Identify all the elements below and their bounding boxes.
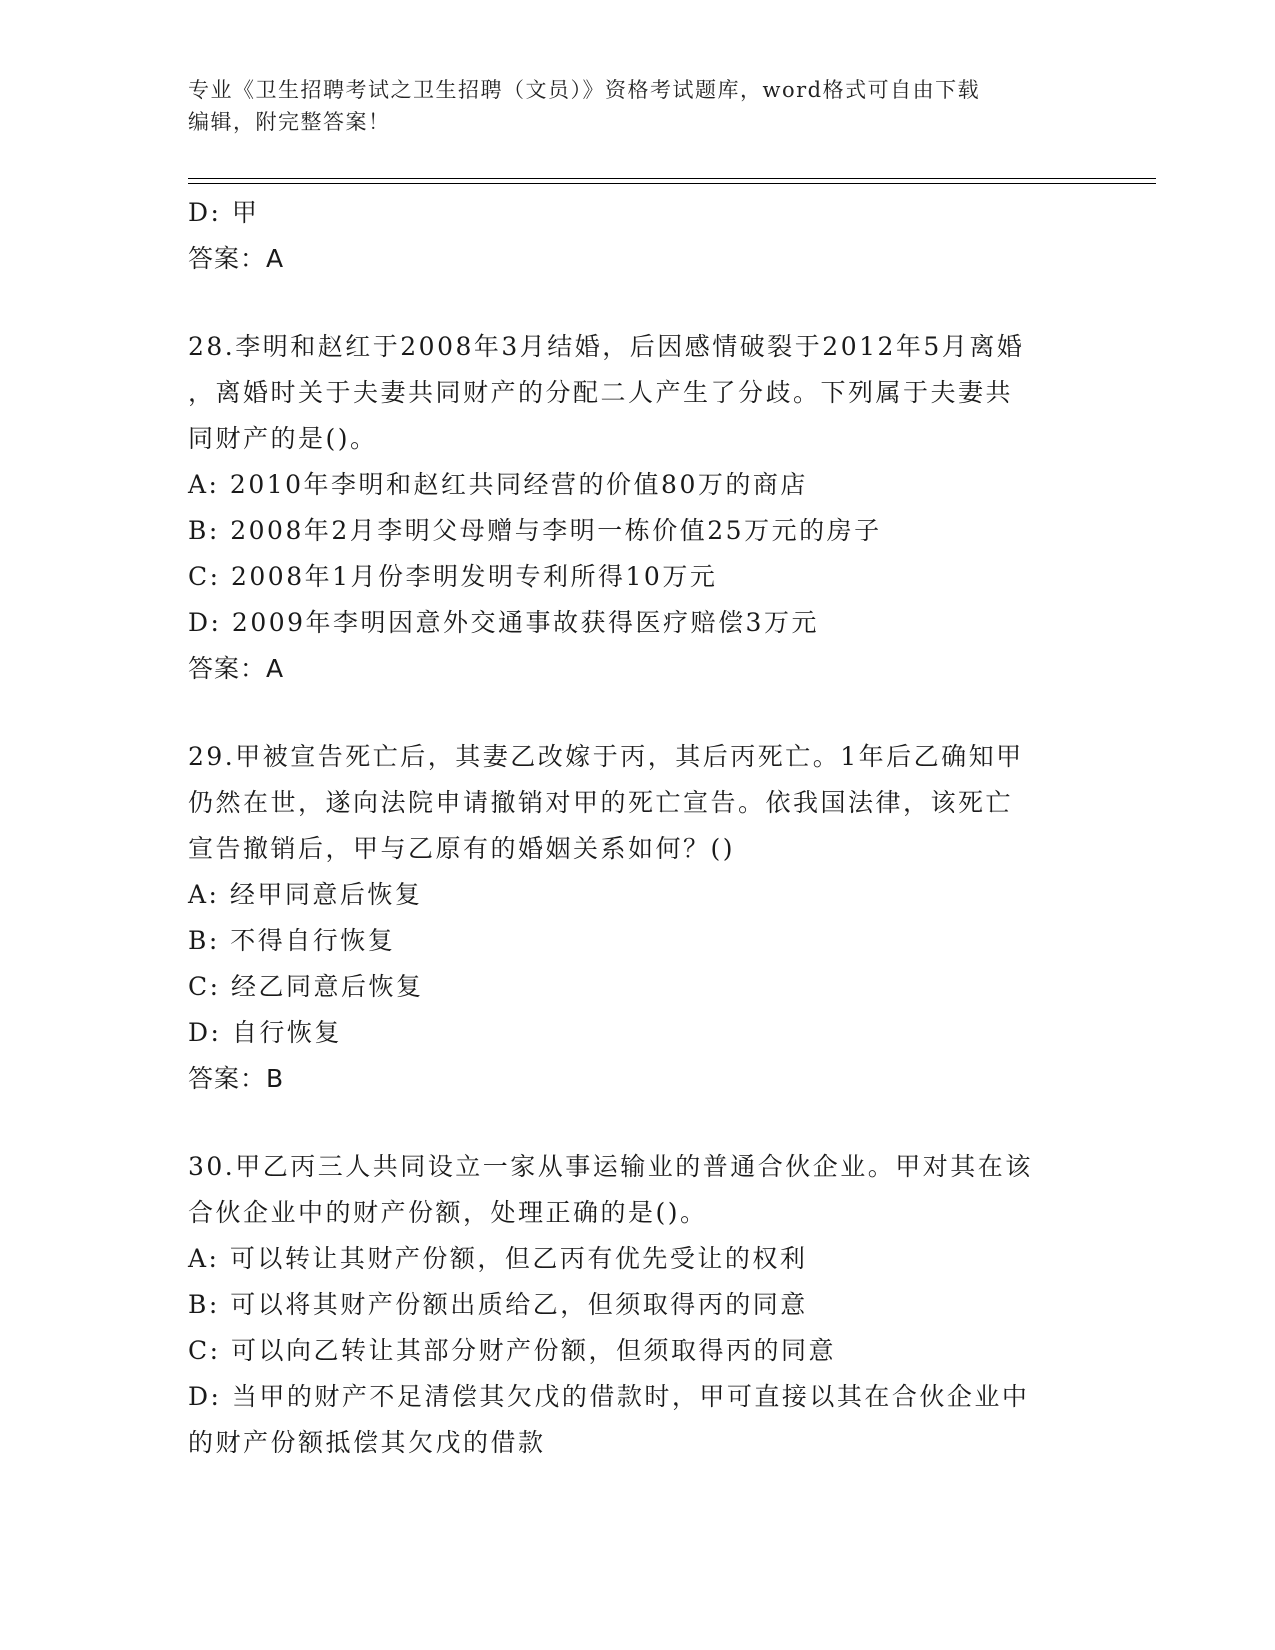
option-d: D: 2009年李明因意外交通事故获得医疗赔偿3万元 (188, 608, 819, 637)
question-stem-line: 宣告撤销后，甲与乙原有的婚姻关系如何？() (188, 834, 736, 863)
question-stem-line: 28.李明和赵红于2008年3月结婚，后因感情破裂于2012年5月离婚 (188, 332, 1025, 361)
header-line-2: 编辑，附完整答案！ (188, 110, 391, 134)
header-divider (188, 178, 1156, 184)
question-stem-line: ，离婚时关于夫妻共同财产的分配二人产生了分歧。下列属于夫妻共 (188, 378, 1014, 407)
option-b: B: 可以将其财产份额出质给乙，但须取得丙的同意 (188, 1290, 808, 1319)
answer: 答案：B (188, 1064, 285, 1093)
page-header (188, 74, 1088, 138)
option-c: C: 可以向乙转让其部分财产份额，但须取得丙的同意 (188, 1336, 837, 1365)
question-28 (188, 324, 1088, 692)
option-d-continued: 的财产份额抵偿其欠戊的借款 (188, 1428, 546, 1457)
question-stem-line: 29.甲被宣告死亡后，其妻乙改嫁于丙，其后丙死亡。1年后乙确知甲 (188, 742, 1024, 771)
answer: 答案：A (188, 244, 285, 273)
question-29 (188, 734, 1088, 1102)
option-d: D: 自行恢复 (188, 1018, 342, 1047)
question-stem-line: 仍然在世，遂向法院申请撤销对甲的死亡宣告。依我国法律，该死亡 (188, 788, 1014, 817)
option-b: B: 不得自行恢复 (188, 926, 396, 955)
header-line-1: 专业《卫生招聘考试之卫生招聘（文员）》资格考试题库，word格式可自由下载 (188, 78, 981, 102)
option-a: A: 2010年李明和赵红共同经营的价值80万的商店 (188, 470, 808, 499)
question-stem-line: 合伙企业中的财产份额，处理正确的是()。 (188, 1198, 708, 1227)
question-stem-line: 30.甲乙丙三人共同设立一家从事运输业的普通合伙企业。甲对其在该 (188, 1152, 1033, 1181)
answer: 答案：A (188, 654, 285, 683)
question-27-tail (188, 190, 1088, 282)
option-c: C: 2008年1月份李明发明专利所得10万元 (188, 562, 718, 591)
option-b: B: 2008年2月李明父母赠与李明一栋价值25万元的房子 (188, 516, 882, 545)
question-stem-line: 同财产的是()。 (188, 424, 378, 453)
option-a: A: 经甲同意后恢复 (188, 880, 423, 909)
document-body (188, 190, 1088, 1466)
option-a: A: 可以转让其财产份额，但乙丙有优先受让的权利 (188, 1244, 808, 1273)
option-d: D: 甲 (188, 198, 260, 227)
question-30 (188, 1144, 1088, 1466)
option-d: D: 当甲的财产不足清偿其欠戊的借款时，甲可直接以其在合伙企业中 (188, 1382, 1030, 1411)
option-c: C: 经乙同意后恢复 (188, 972, 424, 1001)
